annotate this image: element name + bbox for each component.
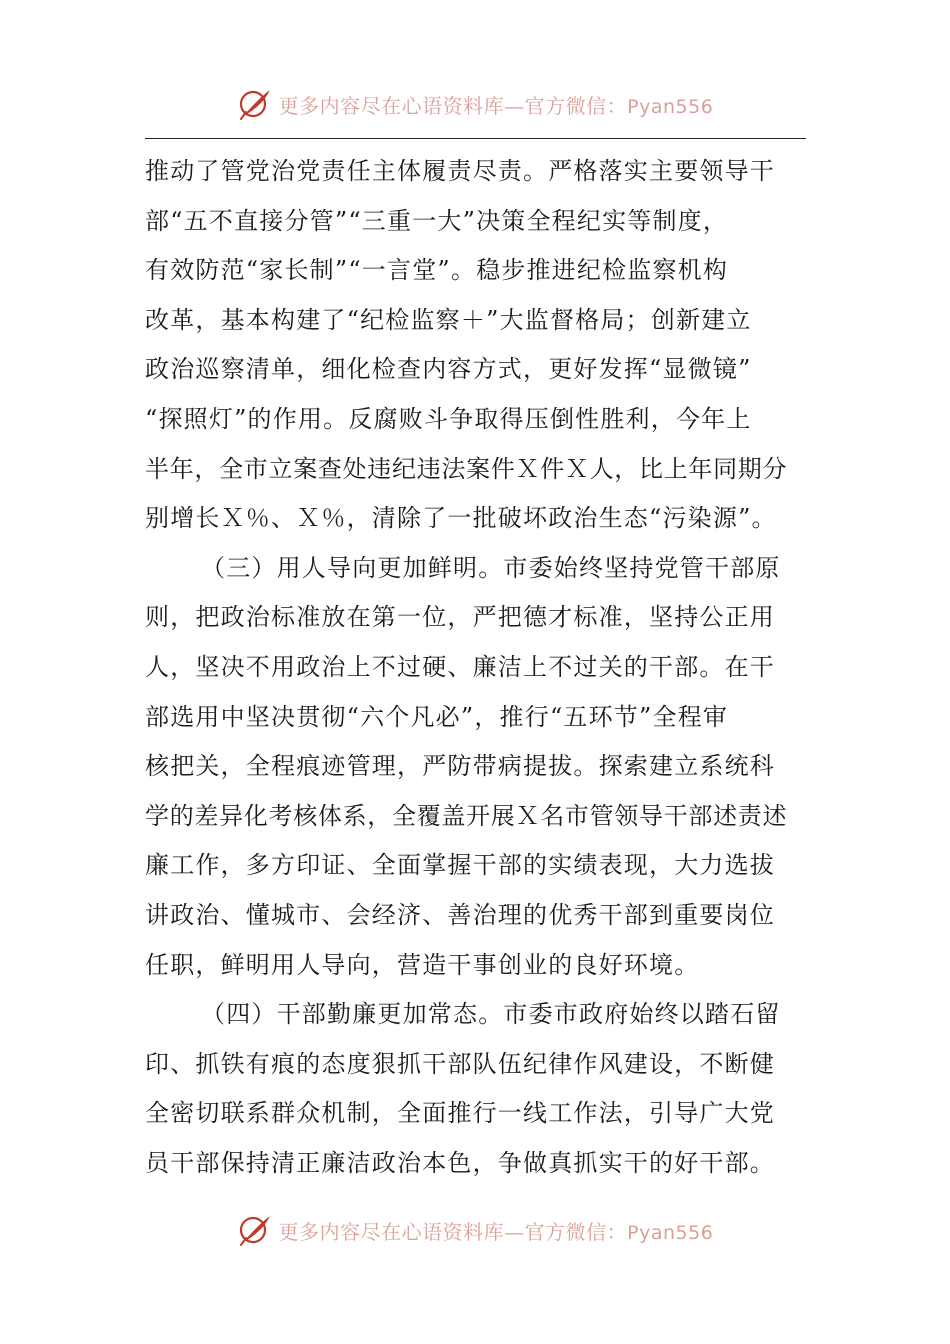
watermark-label: 更多内容尽在心语资料库—官方微信： bbox=[278, 1219, 628, 1244]
text-line: 全密切联系群众机制，全面推行一线工作法，引导广大党 bbox=[145, 1099, 775, 1128]
text-line: 改革，基本构建了“纪检监察＋”大监督格局；创新建立 bbox=[145, 305, 752, 334]
text-line: 半年，全市立案查处违纪违法案件Ｘ件Ｘ人，比上年同期分 bbox=[145, 454, 788, 483]
text-line: 印、抓铁有痕的态度狠抓干部队伍纪律作风建设，不断健 bbox=[145, 1049, 775, 1078]
watermark-wechat-id: Pyan556 bbox=[627, 1221, 714, 1244]
text-line: “探照灯”的作用。反腐败斗争取得压倒性胜利，今年上 bbox=[145, 404, 752, 433]
text-line: 廉工作，多方印证、全面掌握干部的实绩表现，大力选拔 bbox=[145, 851, 775, 880]
document-body bbox=[145, 147, 810, 1188]
watermark-text bbox=[279, 1216, 714, 1245]
watermark-header bbox=[0, 82, 950, 126]
quill-logo-icon bbox=[237, 1212, 273, 1248]
text-line: 核把关，全程痕迹管理，严防带病提拔。探索建立系统科 bbox=[145, 752, 775, 781]
text-line: 员干部保持清正廉洁政治本色，争做真抓实干的好干部。 bbox=[145, 1148, 775, 1177]
paragraph-heading-4: （四）干部勤廉更加常态。市委市政府始终以踏石留 bbox=[201, 1000, 781, 1029]
header-rule bbox=[145, 138, 806, 139]
text-line: 学的差异化考核体系，全覆盖开展Ｘ名市管领导干部述责述 bbox=[145, 801, 788, 830]
watermark-footer bbox=[0, 1208, 950, 1252]
text-line: 讲政治、懂城市、会经济、善治理的优秀干部到重要岗位 bbox=[145, 900, 775, 929]
text-line: 则，把政治标准放在第一位，严把德才标准，坚持公正用 bbox=[145, 603, 775, 632]
text-line: 政治巡察清单，细化检查内容方式，更好发挥“显微镜” bbox=[145, 355, 752, 384]
watermark-wechat-id: Pyan556 bbox=[627, 95, 714, 118]
quill-logo-icon bbox=[237, 86, 273, 122]
paragraph-heading-3: （三）用人导向更加鲜明。市委始终坚持党管干部原 bbox=[201, 553, 781, 582]
text-line: 部选用中坚决贯彻“六个凡必”，推行“五环节”全程审 bbox=[145, 702, 729, 731]
text-line: 推动了管党治党责任主体履责尽责。严格落实主要领导干 bbox=[145, 157, 775, 185]
watermark-label: 更多内容尽在心语资料库—官方微信： bbox=[278, 93, 628, 118]
text-line: 人，坚决不用政治上不过硬、廉洁上不过关的干部。在干 bbox=[145, 652, 775, 681]
text-line: 别增长Ｘ％、Ｘ％，清除了一批破坏政治生态“污染源”。 bbox=[145, 504, 777, 533]
text-line: 任职，鲜明用人导向，营造干事创业的良好环境。 bbox=[145, 950, 700, 979]
text-line: 部“五不直接分管”“三重一大”决策全程纪实等制度， bbox=[145, 206, 729, 235]
watermark-text bbox=[279, 90, 714, 119]
text-line: 有效防范“家长制”“一言堂”。稳步推进纪检监察机构 bbox=[145, 256, 729, 285]
